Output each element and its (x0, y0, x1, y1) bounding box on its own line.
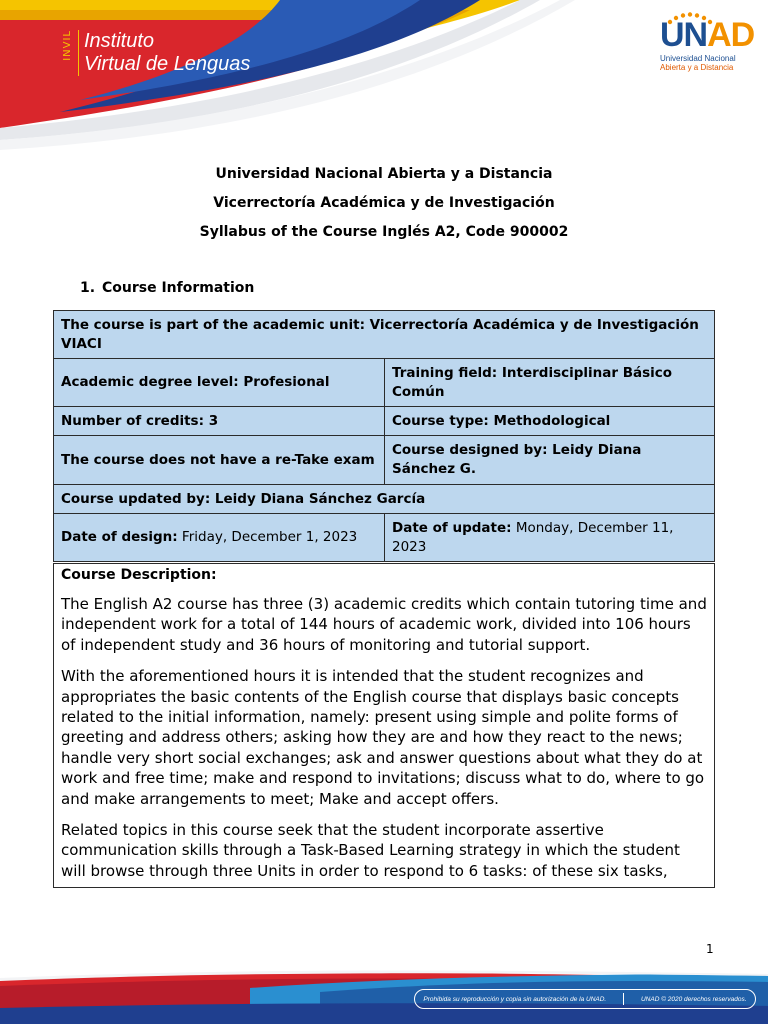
header-banner (0, 0, 768, 150)
brand-divider (78, 30, 79, 76)
description-heading: Course Description: (61, 567, 217, 583)
course-info-table (53, 310, 715, 562)
date-update-label: Date of update: (392, 519, 512, 536)
notice-divider (623, 993, 624, 1005)
notice-left: Prohibida su reproducción y copia sin autorización de la UNAD. (423, 995, 607, 1003)
cell-course-type: Course type: Methodological (385, 407, 715, 436)
description-paragraph: With the aforementioned hours it is intended that the student recognizes and appropriates the basic contents of the English course that displays basic concepts related to the initial information, namely: present using simple and polite forms of greeting and address others; asking how they are and how they react to the news; handle very short social exchanges; ask and answer questions about what they do at work and free time; make and respond to invitations; discuss what to do, where to go and make arrangements to meet; Make and accept offers. (61, 667, 705, 808)
cell-date-design (54, 514, 385, 562)
date-design-label: Date of design: (61, 529, 178, 545)
document-titles (0, 164, 768, 251)
description-paragraph: Related topics in this course seek that the student incorporate assertive communication skills through a Task-Based Learning strategy in which the student will browse through three Units in order to respond to 6 tasks: of these six tasks, (61, 821, 680, 880)
title-vicerrectoria: Vicerrectoría Académica y de Investigación (213, 195, 555, 211)
course-description-box (53, 563, 715, 888)
cell-designed-by: Course designed by: Leidy Diana Sánchez G. (385, 436, 715, 485)
table-row (54, 359, 715, 407)
notice-right: UNAD © 2020 derechos reservados. (640, 995, 747, 1003)
cell-academic-unit: The course is part of the academic unit: Vicerrectoría Académica y de Investigación VIACI (54, 311, 715, 359)
section-heading (80, 280, 254, 296)
section-title: Course Information (102, 280, 255, 296)
date-update-value: Monday, December 11, 2023 (392, 519, 674, 555)
section-number: 1. (80, 280, 96, 296)
table-row (54, 485, 715, 514)
table-row (54, 436, 715, 485)
date-design-value: Friday, December 1, 2023 (177, 529, 358, 545)
cell-date-update (385, 514, 715, 562)
title-university: Universidad Nacional Abierta y a Distancia (215, 166, 553, 182)
description-paragraph: The English A2 course has three (3) academic credits which contain tutoring time and independent work for a total of 144 hours of academic work, divided into 106 hours of independent study and 36 hours of monitoring and tutorial support. (61, 595, 707, 654)
unad-logo (660, 16, 755, 72)
copyright-notice (414, 989, 756, 1009)
logo-subtitle-1: Universidad Nacional (660, 54, 736, 63)
cell-updated-by: Course updated by: Leidy Diana Sánchez García (54, 485, 715, 514)
page-number: 1 (706, 942, 714, 956)
brand-line1: Instituto (84, 30, 155, 52)
logo-accent: AD (707, 16, 755, 54)
brand-tag: INVIL (62, 30, 73, 61)
logo-subtitle-2: Abierta y a Distancia (660, 63, 734, 72)
cell-training-field: Training field: Interdisciplinar Básico Común (385, 359, 715, 407)
brand-line2: Virtual de Lenguas (84, 53, 251, 75)
logo-wordmark (660, 16, 755, 54)
title-syllabus: Syllabus of the Course Inglés A2, Code 900002 (199, 224, 569, 240)
table-row (54, 407, 715, 436)
cell-retake: The course does not have a re-Take exam (54, 436, 385, 485)
logo-main: UN (660, 16, 708, 54)
cell-credits: Number of credits: 3 (54, 407, 385, 436)
cell-degree-level: Academic degree level: Profesional (54, 359, 385, 407)
table-row (54, 514, 715, 562)
table-row (54, 311, 715, 359)
